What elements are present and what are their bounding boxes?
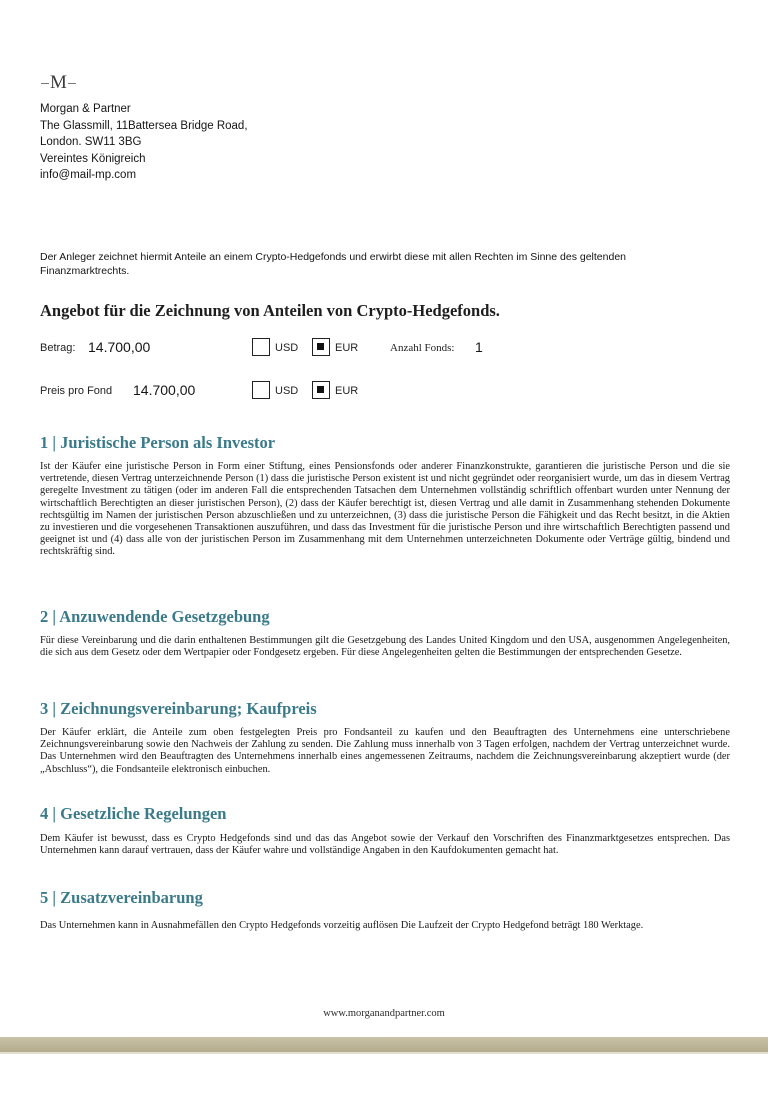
price-usd-label: USD <box>275 385 299 397</box>
price-row <box>40 381 520 403</box>
price-eur-label: EUR <box>335 385 359 397</box>
section-3-title: 3 | Zeichnungsvereinbarung; Kaufpreis <box>40 699 317 718</box>
price-value: 14.700,00 <box>133 382 196 398</box>
footer-divider-bar <box>0 1037 768 1052</box>
section-1-title: 1 | Juristische Person als Investor <box>40 433 276 452</box>
price-eur-checkbox[interactable] <box>312 381 330 399</box>
section-5-title: 5 | Zusatzvereinbarung <box>40 888 203 907</box>
section-4-body: Dem Käufer ist bewusst, dass es Crypto Hedgefonds sind und das das Angebot sowie der Verkauf den Vorschriften des Finanzmarktgesetzes entsprechen. Das Unternehmen kann darauf vertrauen, dass der Käufer wahre und vollständige Angaben in den Kaufdokumenten gemacht hat. <box>40 833 730 857</box>
amount-usd-label: USD <box>275 342 299 354</box>
section-4-title: 4 | Gesetzliche Regelungen <box>40 804 227 823</box>
amount-row <box>40 338 520 360</box>
section-5-body: Das Unternehmen kann in Ausnahmefällen den Crypto Hedgefonds vorzeitig auflösen Die Laufzeit der Crypto Hedgefond beträgt 180 Werktage. <box>40 920 644 931</box>
address-city: London. SW11 3BG <box>40 136 142 148</box>
amount-eur-checkbox[interactable] <box>312 338 330 356</box>
address-street: The Glassmill, 11Battersea Bridge Road, <box>40 119 248 132</box>
price-usd-checkbox[interactable] <box>252 381 270 399</box>
amount-value: 14.700,00 <box>88 339 151 355</box>
company-logo <box>40 72 77 94</box>
sender-address <box>40 101 248 184</box>
intro-paragraph: Der Anleger zeichnet hiermit Anteile an einem Crypto-Hedgefonds und erwirbt diese mit allen Rechten im Sinne des geltenden Finanzmarktrechts. <box>40 251 626 277</box>
amount-label: Betrag: <box>40 342 76 354</box>
section-1-body: Ist der Käufer eine juristische Person in Form einer Stiftung, eines Pensionsfonds oder anderer Finanzkonstrukte, garantieren die juristische Person und die sie vertretende, diesen Vertrag unterzeichnende Person (1) dass die juristische Person existent ist und nicht gegründet oder reorganisiert wurde, um das in diesem Vertrag geregelte Investment zu tätigen (oder im anderen Fall die entsprechenden Tatsachen dem Unternehmen vollständig schriftlich offenbart wurden unter Nennung der wirtschaftlich Berechtigten an dieser juristischen Person), (2) dass der Käufer berechtigt ist, diesen Vertrag und alle damit in Zusammenhang stehenden Dokumente rechtsgültig im Namen der juristischen Person abzuschließen und zu unterzeichnen, (3) dass die juristische Person die Fähigkeit und das Recht besitzt, in die Aktien zu investieren und die vorgesehenen Transaktionen auszuführen, und dass das Investment für die juristische Person und ihre wirtschaftlich Berechtigten passend und geeignet ist und (4) dass alle von der juristischen Person im Zusammenhang mit dem Unternehmen unterzeichneten Dokumente oder Verträge gültig, bindend und rechtskräftig sind. <box>40 461 730 558</box>
footer-website-link[interactable]: www.morganandpartner.com <box>323 1008 445 1019</box>
section-2-title: 2 | Anzuwendende Gesetzgebung <box>40 607 270 626</box>
section-2-body: Für diese Vereinbarung und die darin enthaltenen Bestimmungen gilt die Gesetzgebung des Landes United Kingdom und den USA, ausgenommen Angelegenheiten, die sich aus dem Gesetz oder dem Wertpapier oder Fondgesetz ergeben. Für diese Angelegenheiten gelten die Bestimmungen der entsprechenden Gesetze. <box>40 635 730 659</box>
footer-divider-line <box>0 1052 768 1054</box>
amount-eur-label: EUR <box>335 342 359 354</box>
address-company: Morgan & Partner <box>40 103 131 115</box>
address-country: Vereintes Königreich <box>40 152 146 165</box>
logo-letter: M <box>50 72 68 93</box>
address-email[interactable]: info@mail-mp.com <box>40 169 137 181</box>
price-label: Preis pro Fond <box>40 385 113 397</box>
funds-value: 1 <box>475 339 483 355</box>
funds-label: Anzahl Fonds: <box>390 342 455 354</box>
offer-title: Angebot für die Zeichnung von Anteilen von Crypto-Hedgefonds. <box>40 301 500 320</box>
amount-usd-checkbox[interactable] <box>252 338 270 356</box>
section-3-body: Der Käufer erklärt, die Anteile zum oben festgelegten Preis pro Fondsanteil zu kaufen und den Beauftragten des Unternehmens eine unterschriebene Zeichnungsvereinbarung sowie den Nachweis der Zahlung zu senden. Die Zahlung muss innerhalb von 3 Tagen erfolgen, nachdem der Vertrag unterzeichnet wurde. Das Unternehmen wird den Beauftragten des Unternehmens innerhalb eines angemessenen Zeitraums, nachdem die Zeichnungsvereinbarung akzeptiert wurde (der „Abschluss“), die Fondsanteile elektronisch einbuchen. <box>40 727 730 775</box>
